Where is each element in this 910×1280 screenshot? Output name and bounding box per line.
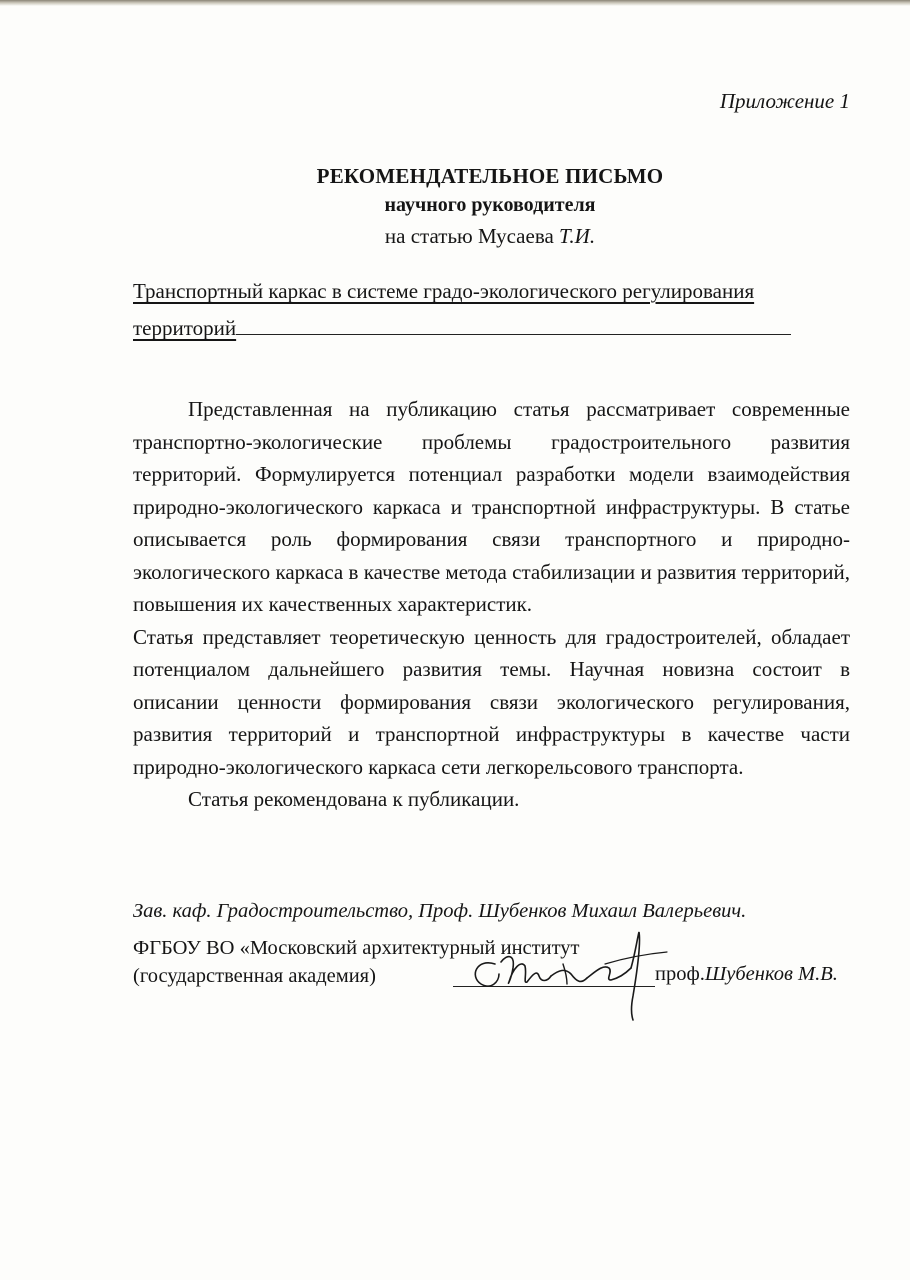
on-article-prefix: на статью Мусаева (384, 224, 554, 248)
letter-body (133, 393, 850, 816)
organization-line-1: ФГБОУ ВО «Московский архитектурный институт (133, 937, 580, 959)
article-author-initials: Т.И. (559, 224, 596, 248)
body-paragraph-3: Статья рекомендована к публикации. (188, 787, 520, 811)
letter-title: РЕКОМЕНДАТЕЛЬНОЕ ПИСЬМО (316, 164, 664, 188)
handwritten-signature (455, 924, 695, 1024)
article-title-line2: территорий (133, 316, 237, 340)
organization-line-2: (государственная академия) (133, 965, 376, 987)
underline-fill (236, 316, 791, 335)
on-article-line (0, 224, 910, 249)
signatory-position: Зав. каф. Градостроительство, Проф. Шубенков Михаил Валерьевич. (133, 900, 747, 922)
signatory-name-text: Шубенков М.В. (704, 963, 838, 985)
article-title-line2-row (133, 310, 793, 347)
letter-subtitle: научного руководителя (384, 194, 596, 216)
body-paragraph-1: Представленная на публикацию статья рассматривает современные транспортно-экологические проблемы градостроительного развития территорий. Формулируется потенциал разработки модели взаимодействия природно-экологического каркаса и транспортной инфраструктуры. В статье описывается роль формирования связи транспортного и природно-экологического каркаса в качестве метода стабилизации и развития территорий, повышения их качественных характеристик. (133, 397, 850, 616)
article-title (133, 273, 793, 347)
scan-edge-shadow (0, 0, 910, 6)
appendix-label: Приложение 1 (719, 89, 850, 113)
signatory-name-prefix: проф. (655, 963, 705, 985)
article-title-line1: Транспортный каркас в системе градо-экологического регулирования (133, 279, 755, 303)
body-paragraph-2: Статья представляет теоретическую ценность для градостроителей, обладает потенциалом дальнейшего развития темы. Научная новизна состоит в описании ценности формирования связи экологического регулирования, развития территорий и транспортной инфраструктуры в качестве части природно-экологического каркаса сети легкорельсового транспорта. (133, 624, 850, 779)
